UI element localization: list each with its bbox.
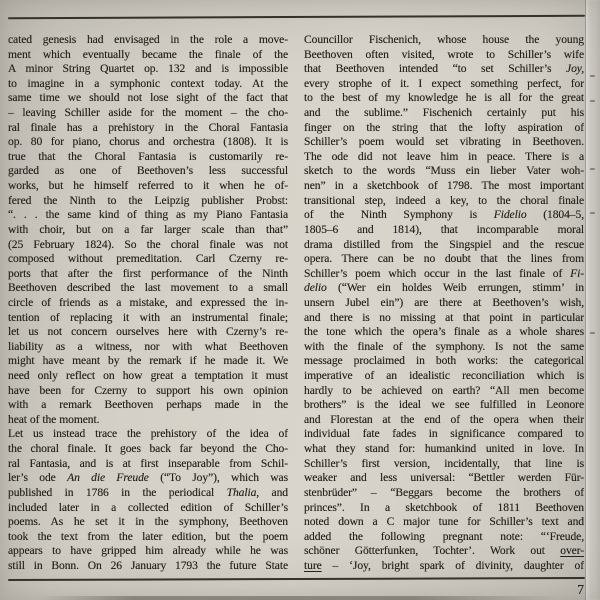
styled-text-segment: Thalia [226, 485, 257, 499]
text-line: ports that after the first performance of the Ninth [8, 266, 288, 280]
styled-text-segment: Fidelio [493, 208, 527, 222]
text-line: ral finale has a prehistory in the Choral Fantasia [8, 120, 288, 134]
facing-page-text-fragment [590, 168, 595, 170]
text-line: garded as one of Beethoven’s less successful [8, 164, 288, 178]
text-line: need only reflect on how great a temptation it must [8, 369, 288, 383]
text-line: same time we should not lose sight of the fact that [8, 91, 288, 105]
text-line: individual fate fades in significance compared to [304, 427, 584, 441]
text-segment: (1804–5, [526, 208, 584, 222]
text-line: circle of friends as a mistake, and expressed the in- [8, 295, 288, 309]
text-line: added the following pregnant note: “‘Freude, [304, 529, 584, 543]
facing-page-text-fragment [590, 332, 595, 334]
text-line [304, 267, 584, 282]
text-line: and there is no missing at that point in particular [304, 310, 584, 324]
text-line: op. 80 for piano, chorus and orchestra (1808). It is [8, 135, 288, 149]
text-line [8, 486, 288, 501]
text-line: (25 February 1824). So the choral finale was not [8, 237, 288, 251]
text-line: with choir, but on a far larger scale than that” [8, 222, 288, 236]
text-line: sketch to the words “Muss ein lieber Vater woh- [304, 164, 584, 178]
text-line: finger on the string that the lofty aspiration of [304, 120, 584, 134]
text-line: Schiller’s first version, incidentally, that line is [304, 456, 584, 470]
text-line [8, 471, 288, 486]
text-line: 1805–6 and 1814), that incomparable moral [304, 222, 584, 236]
text-line: ral Fantasia, and is at first inseparable from Schil- [8, 456, 288, 470]
text-line: princes”. In a sketchbook of 1811 Beethoven [304, 500, 584, 514]
text-line: tention of replacing it with an instrumental finale; [8, 310, 288, 324]
text-line: hardly to be achieved on earth? “All men become [304, 383, 584, 397]
text-line: what they stand for: humankind united in love. In [304, 442, 584, 456]
text-segment: schöner Götterfunken, Tochter’. Work out [304, 544, 561, 558]
left-column [8, 33, 288, 574]
text-segment: of the Ninth Symphony is [304, 208, 494, 222]
text-line: with a remark Beethoven perhaps made in the [8, 398, 288, 412]
text-line: ment which eventually became the finale of the [8, 47, 288, 61]
text-line: every strophe of it. I expect something perfect, for [304, 76, 584, 90]
text-segment: that Beethoven intended “to set Schiller’s [304, 62, 567, 76]
text-line [304, 544, 584, 559]
text-line: the tone which the opera’s finale as a whole shares [304, 325, 584, 339]
text-line: opera. There can be no doubt that the lines from [304, 252, 584, 266]
text-segment: , and [256, 485, 288, 499]
text-line: still in Bonn. On 26 January 1793 the future State [8, 558, 288, 572]
text-line: Schiller’s poem would set vibrating in Beethoven. [304, 135, 584, 149]
top-rule [8, 15, 585, 20]
styled-text-segment: Fi- [570, 266, 584, 280]
text-line: Councillor Fischenich, whose house the young [304, 33, 584, 46]
text-line: stenbrüder” – “Beggars become the brothers of [304, 485, 584, 499]
text-line: composed without premeditation. Carl Czerny re- [8, 252, 288, 266]
styled-text-segment: An die Freude [67, 471, 149, 485]
text-line: imperative of an idealistic reconciliation which is [304, 369, 584, 383]
text-line: poems. As he set it in the symphony, Beethoven [8, 515, 288, 529]
text-line: message proclaimed in both works: the categorical [304, 354, 584, 368]
facing-page-text-fragment [590, 212, 595, 214]
text-line: cated genesis had envisaged in the role a move- [8, 33, 288, 46]
text-line: drama distilled from the Singspiel and the rescue [304, 237, 584, 251]
text-line: fered the Ninth to the Leipzig publisher Probst: [8, 193, 288, 207]
facing-page-text-fragment [590, 75, 595, 77]
text-line: to the best of my knowledge he is all for the great [304, 91, 584, 105]
photo-bottom-edge [40, 596, 560, 600]
text-line: to imagine in a symphonic context today. At the [8, 76, 288, 90]
text-line: appears to have gripped him already while he was [8, 544, 288, 558]
text-line: have been for Czerny to support his own opinion [8, 383, 288, 397]
text-columns [8, 33, 584, 574]
text-segment: published in 1786 in the periodical [8, 485, 227, 499]
text-line: – leaving Schiller aside for the moment – the cho- [8, 106, 288, 120]
text-line: unsern Jubel ein”) are there at Beethoven’s wish, [304, 295, 584, 309]
text-segment: – ‘Joy, bright spark of divinity, daughter of [321, 558, 584, 572]
text-line: weaker and less universal: “Bettler werden Für- [304, 471, 584, 485]
text-line [304, 559, 584, 574]
styled-text-segment: ture [304, 558, 322, 572]
text-line: noted down a C major tune for Schiller’s text and [304, 515, 584, 529]
text-line: Beethoven described the last movement to a small [8, 281, 288, 295]
text-segment: (“To Joy”), which was [148, 471, 288, 485]
text-line: let us not concern ourselves here with Czerny’s re- [8, 325, 288, 339]
text-line: The ode did not leave him in peace. There is a [304, 149, 584, 163]
bottom-rule [8, 577, 585, 581]
text-line: heat of the moment. [8, 412, 100, 426]
facing-page-text-fragment [590, 100, 595, 102]
text-line: took the text from the later edition, but the poem [8, 529, 288, 543]
text-line [304, 62, 584, 77]
page-number: 7 [577, 582, 584, 597]
text-line: works, but he himself referred to it when he of- [8, 179, 288, 193]
text-line: “. . . the same kind of thing as my Piano Fantasia [8, 208, 288, 222]
text-line: Beethoven often visited, wrote to Schiller’s wife [304, 47, 584, 61]
text-segment: (“Wer ein holdes Weib errungen, stimm’ in [326, 281, 584, 295]
text-segment: Schiller’s poem which occur in the last finale of [304, 266, 571, 280]
text-line: the choral finale. It goes back far beyond the Cho- [8, 442, 288, 456]
styled-text-segment: over- [560, 544, 584, 558]
text-line: true that the Choral Fantasia is customarily re- [8, 149, 288, 163]
text-line: liability as a witness, nor with what Beethoven [8, 339, 288, 353]
text-line: nen” in a sketchbook of 1798. The most important [304, 179, 584, 193]
right-column [304, 33, 584, 574]
text-line: Let us instead trace the prehistory of the idea of [8, 427, 288, 441]
text-line: might have meant by the remark if he made it. We [8, 354, 288, 368]
styled-text-segment: Joy, [566, 62, 584, 76]
text-line [304, 281, 584, 296]
text-line [304, 208, 584, 223]
text-line: with the finale of the symphony. Is not the same [304, 339, 584, 353]
text-line: brothers” is the ideal we see fulfilled in Leonore [304, 398, 584, 412]
styled-text-segment: delio [304, 281, 327, 295]
text-line: A minor String Quartet op. 132 and is impossible [8, 62, 288, 76]
text-segment: ler’s ode [8, 471, 68, 485]
page-fore-edge [585, 0, 600, 600]
text-line: transitional step, indeed a key, to the choral finale [304, 193, 584, 207]
text-line: and the sublime.” Fischenich certainly put his [304, 106, 584, 120]
text-line: and Florestan at the end of the opera when their [304, 412, 584, 426]
text-line: included later in a collected edition of Schiller’s [8, 500, 288, 514]
